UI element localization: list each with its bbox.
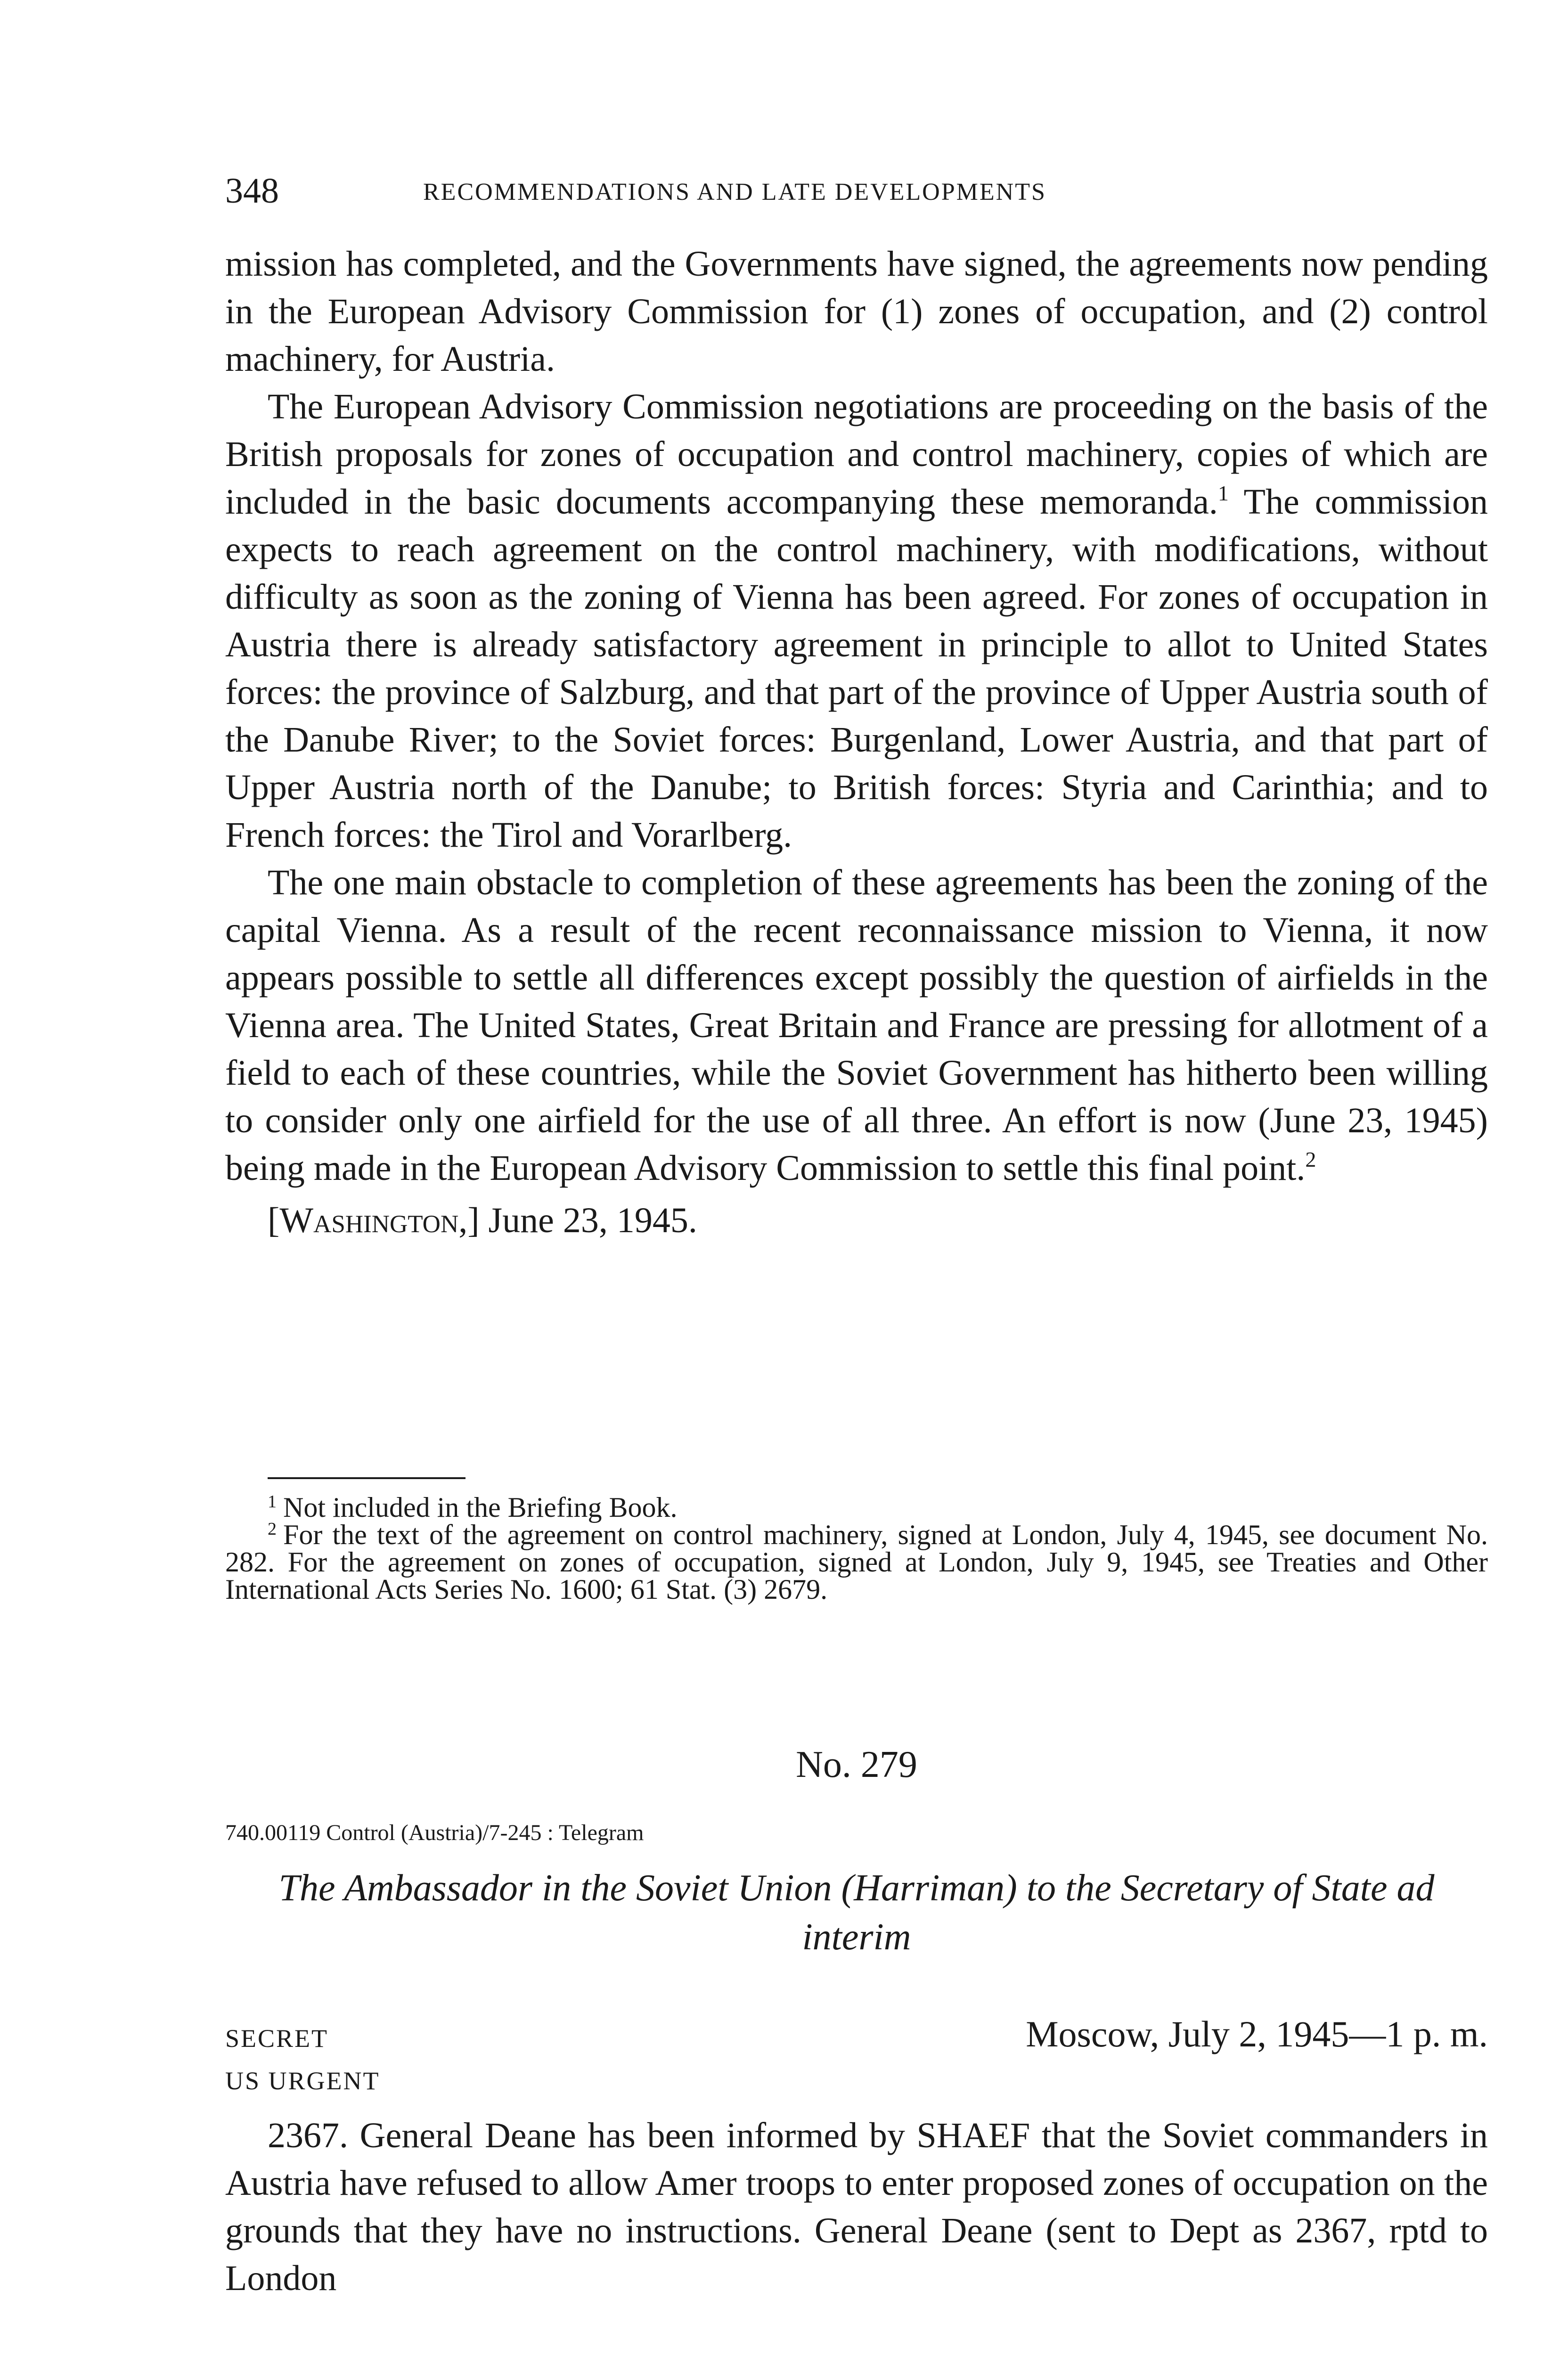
paragraph-eac-negotiations [225,383,1488,859]
running-title: RECOMMENDATIONS AND LATE DEVELOPMENTS [423,179,1046,205]
urgency-label: US URGENT [225,2067,380,2095]
paragraph-vienna-zoning [225,859,1488,1192]
paragraph-text: The commission expects to reach agreement on the control machinery, with modifications, without difficulty as soon as the zoning of Vienna has been agreed. For zones of occupation in Austria there is already satisfactory agreement in principle to allot to United States forces: the province of Salzburg, and that part of the province of Upper Austria south of the Danube River; to the Soviet forces: Burgenland, Lower Austria, and that part of Upper Austria north of the Danube; to British forces: Styria and Carinthia; and to French forces: the Tirol and Vorarlberg. [225,482,1488,855]
classification-label: SECRET [225,2024,329,2053]
telegram-body [225,2112,1488,2302]
footnote-reference-1[interactable]: 1 [1217,481,1229,505]
footnote-reference-2[interactable]: 2 [1305,1147,1316,1171]
document-number: No. 279 [796,1744,917,1785]
document-heading: The Ambassador in the Soviet Union (Harriman) to the Secretary of State ad interim [278,1867,1435,1958]
running-head [225,165,1488,217]
footnote-2 [225,1521,1488,1603]
dateline-date: ,] June 23, 1945. [458,1201,697,1240]
telegram-dateline: Moscow, July 2, 1945—1 p. m. [1026,2013,1488,2054]
footnote-text: For the text of the agreement on control machinery, signed at London, July 4, 1945, see document No. 282. For the agreement on zones of occupation, signed at London, July 9, 1945, see Treaties and Other International Acts Series No. 1600; 61 Stat. (3) 2679. [225,1519,1488,1605]
footnotes [225,1494,1488,1603]
footnote-1 [225,1494,1488,1521]
footnote-text: Not included in the Briefing Book. [283,1492,678,1523]
paragraph-text: The European Advisory Commission negotiations are proceeding on the basis of the British proposals for zones of occupation and control machinery, copies of which are included in the basic documents accompanying these memoranda. [225,387,1488,522]
document-page [225,0,1488,2356]
footnote-mark: 2 [268,1519,277,1539]
paragraph-text: The one main obstacle to completion of these agreements has been the zoning of the capital Vienna. As a result of the recent reconnaissance mission to Vienna, it now appears possible to settle all differences except possibly the question of airfields in the Vienna area. The United States, Great Britain and France are pressing for allotment of a field to each of these countries, while the Soviet Government has hitherto been willing to consider only one airfield for the use of all three. An effort is now (June 23, 1945) being made in the European Advisory Commission to settle this final point. [225,863,1488,1188]
footnote-mark: 1 [268,1492,277,1512]
telegram-paragraph: 2367. General Deane has been informed by SHAEF that the Soviet commanders in Austria have refused to allow Amer troops to enter proposed zones of occupation on the grounds that they have no instructions. General Deane (sent to Dept as 2367, rptd to London [225,2116,1488,2298]
page-number: 348 [225,171,279,211]
footnote-divider [268,1477,466,1479]
memorandum-dateline [268,1197,1488,1244]
dateline-place: Washington [279,1201,459,1240]
body-text [225,240,1488,1244]
bracket-open: [ [268,1201,280,1240]
paragraph-continuation: mission has completed, and the Governments have signed, the agreements now pending in the European Advisory Commission for (1) zones of occupation, and (2) control machinery, for Austria. [225,244,1488,379]
file-reference: 740.00119 Control (Austria)/7-245 : Telegram [225,1820,644,1845]
